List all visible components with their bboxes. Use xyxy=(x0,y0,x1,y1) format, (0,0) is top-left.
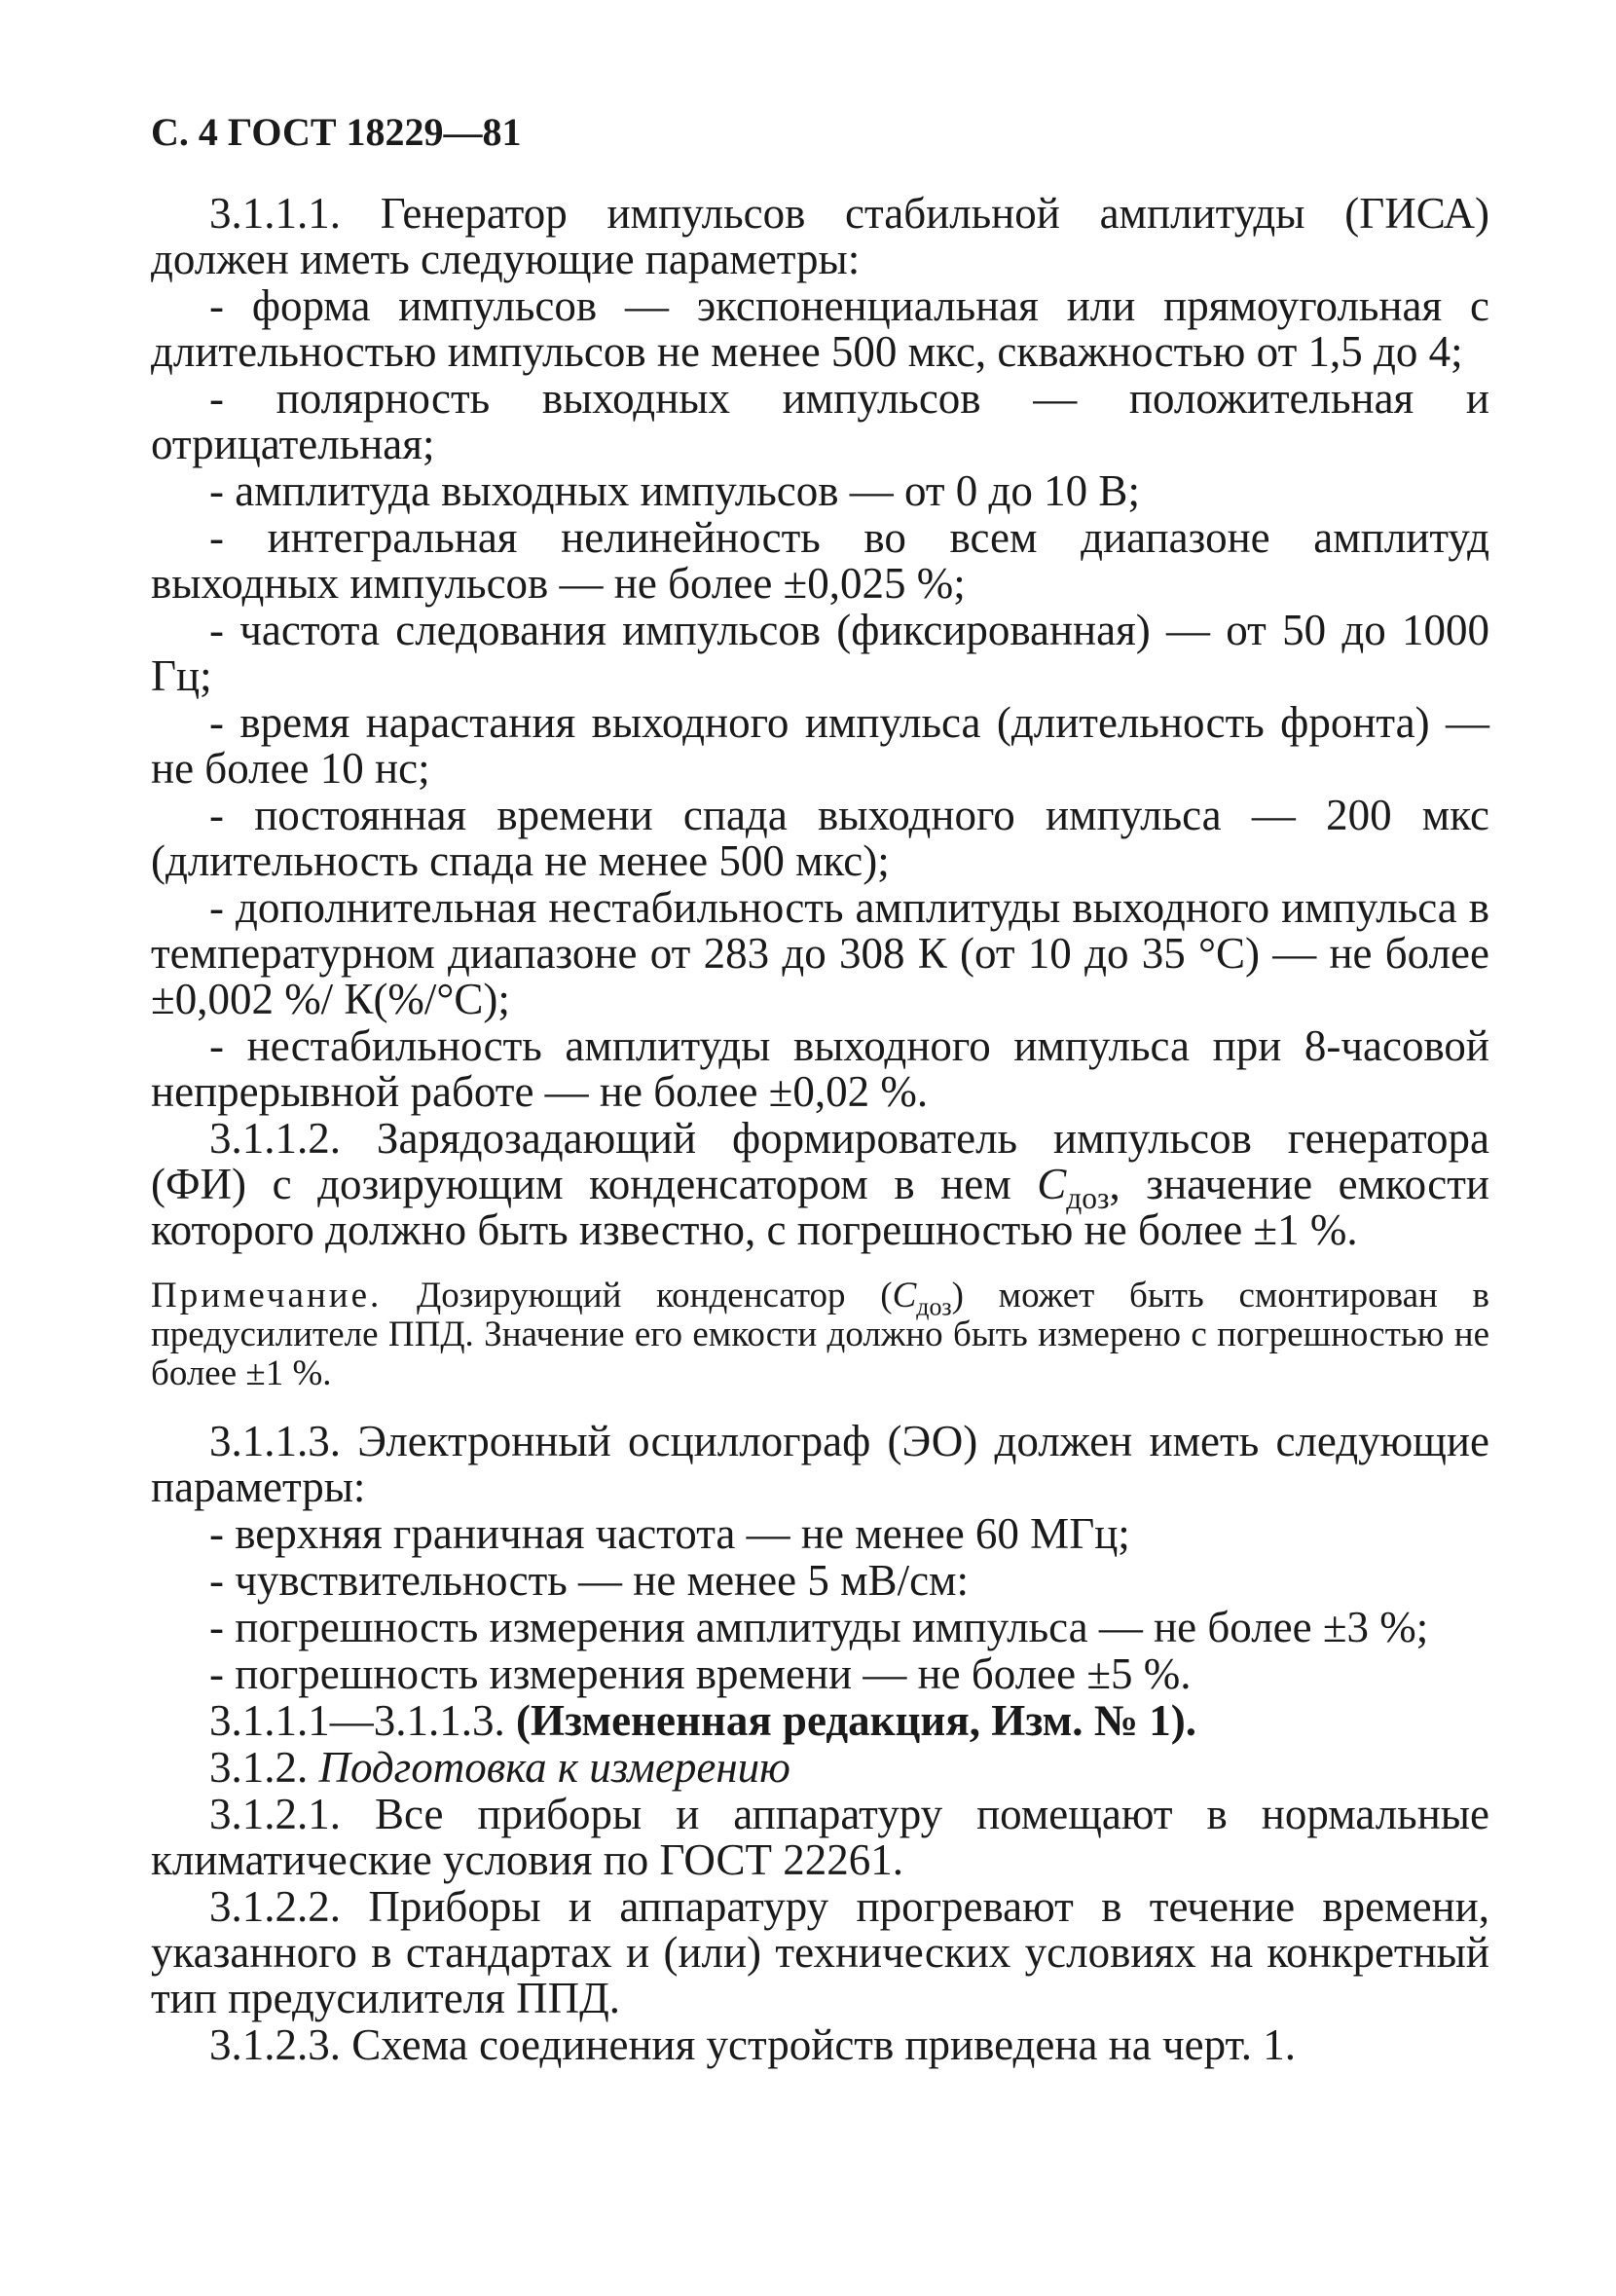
list-item: - постоянная времени спада выходного импульса — 200 мкс (длительность спада не менее 500 мкс); xyxy=(151,791,1489,885)
list-item: - нестабильность амплитуды выходного импульса при 8-часовой непрерывной работе — не более ±0,02 %. xyxy=(151,1021,1489,1116)
list-item: - верхняя граничная частота — не менее 60 МГц; xyxy=(209,1509,1130,1558)
section-number: 3.1.2. xyxy=(209,1743,319,1792)
page-header: С. 4 ГОСТ 18229—81 xyxy=(151,110,522,154)
capacitor-symbol: С xyxy=(1037,1160,1067,1208)
note-capacitor-subscript: доз xyxy=(916,1292,952,1321)
clause-3-1-1-2 xyxy=(151,1116,1489,1253)
list-item: - амплитуда выходных импульсов — от 0 до 10 В; xyxy=(209,466,1140,515)
note-text-after: ) может быть смонтирован в предусилителе ППД. Значение его емкости должно быть измерено с погрешностью не более ±1 %. xyxy=(151,1276,1489,1393)
clause-text-after: , значение емкости которого должно быть известно, с погрешностью не более ±1 %. xyxy=(151,1160,1489,1254)
clause-3-1-1-1: 3.1.1.1. Генератор импульсов стабильной амплитуды (ГИСА) должен иметь следующие параметры: xyxy=(151,189,1489,283)
amendment-label: (Измененная редакция, Изм. № 1). xyxy=(516,1696,1197,1745)
document-page xyxy=(151,109,1489,2069)
clause-3-1-2-1: 3.1.2.1. Все приборы и аппаратуру помещают в нормальные климатические условия по ГОСТ 22261. xyxy=(151,1790,1489,1884)
list-item: - частота следования импульсов (фиксированная) — от 50 до 1000 Гц; xyxy=(151,606,1489,700)
clause-3-1-2-3: 3.1.2.3. Схема соединения устройств приведена на черт. 1. xyxy=(209,2020,1297,2069)
note-label: Примечание. xyxy=(151,1276,383,1315)
note-capacitor-symbol: С xyxy=(892,1276,917,1315)
list-item: - дополнительная нестабильность амплитуды выходного импульса в температурном диапазоне от 283 до 308 К (от 10 до 35 °С) — не более ±0,002 %/ К(%/°С); xyxy=(151,883,1489,1023)
amendment-note xyxy=(151,1698,1489,1744)
list-item: - чувствительность — не менее 5 мВ/см: xyxy=(209,1556,970,1605)
list-item: - полярность выходных импульсов — положительная и отрицательная; xyxy=(151,374,1489,468)
clause-3-1-2-2: 3.1.2.2. Приборы и аппаратуру прогревают в течение времени, указанного в стандартах и (или) технических условиях на конкретный тип предусилителя ППД. xyxy=(151,1882,1489,2022)
list-item: - время нарастания выходного импульса (длительность фронта) — не более 10 нс; xyxy=(151,698,1489,793)
list-item: - погрешность измерения времени — не более ±5 %. xyxy=(209,1649,1192,1698)
note-text-before: Дозирующий конденсатор ( xyxy=(382,1276,893,1315)
list-item: - интегральная нелинейность во всем диапазоне амплитуд выходных импульсов — не более ±0,025 %; xyxy=(151,513,1489,608)
clause-3-1-1-3: 3.1.1.3. Электронный осциллограф (ЭО) должен иметь следующие параметры: xyxy=(151,1417,1489,1511)
capacitor-subscript: доз xyxy=(1066,1181,1110,1215)
section-title: Подготовка к измерению xyxy=(318,1743,790,1792)
list-item: - форма импульсов — экспоненциальная или прямоугольная с длительностью импульсов не менее 500 мкс, скважностью от 1,5 до 4; xyxy=(151,281,1489,376)
amendment-range: 3.1.1.1—3.1.1.3. xyxy=(209,1696,516,1745)
note xyxy=(151,1277,1489,1393)
list-item: - погрешность измерения амплитуды импульса — не более ±3 %; xyxy=(209,1603,1429,1651)
clause-text-before: 3.1.1.2. Зарядозадающий формирователь импульсов генератора (ФИ) с дозирующим конденсатором в нем xyxy=(151,1114,1489,1208)
section-3-1-2 xyxy=(151,1745,1489,1791)
